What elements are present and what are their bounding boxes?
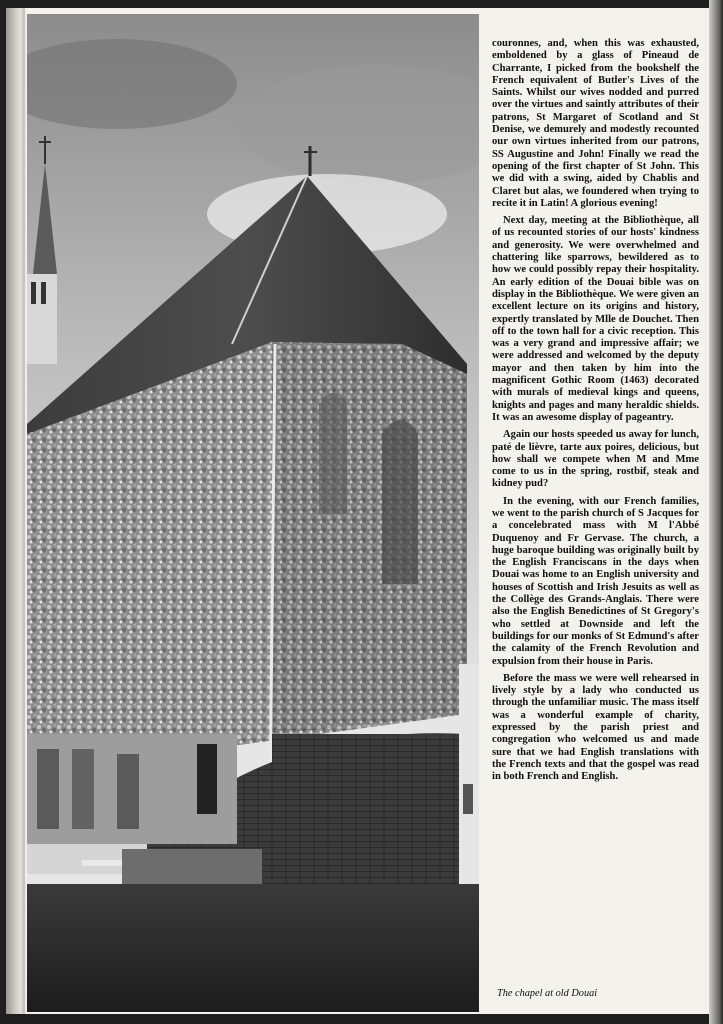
- article-body: [492, 38, 699, 789]
- article-paragraph: couronnes, and, when this was exhausted, emboldened by a glass of Pineaud de Charrante, I picked from the bookshelf the French equivalent of Butler's Lives of the Saints. Whilst our wives nodded and purred over the virtues and saintly attributes of their patrons, St Margaret of Scotland and St Denise, we demurely and modestly recounted our own virtues inherited from our patrons, SS Augustine and John! Finally we read the opening of the first chapter of St John. This we did with a swing, aided by Chablis and Claret but alas, we foundered when trying to recite it in Latin! A glorious evening!: [492, 38, 699, 209]
- page-edge-shadow: [709, 0, 723, 1024]
- photo-caption: The chapel at old Douai: [497, 988, 598, 999]
- article-paragraph: Before the mass we were well rehearsed in lively style by a lady who conducted us through the unfamiliar music. The mass itself was a wonderful example of charity, expressed by the parish priest and congregation who welcomed us and made sure that we had English translations with the French texts and that the gospel was read in both French and English.: [492, 672, 699, 783]
- article-paragraph: Next day, meeting at the Bibliothèque, all of us recounted stories of our hosts' kindness and generosity. We were overwhelmed and chattering like sparrows, bewildered as to how we could possibly repay their hospitality. An early edition of the Douai bible was on display in the Bibliothèque. We were given an excellent lecture on its origins and history, expertly translated by Mlle de Douchet. Then off to the town hall for a civic reception. This was a very grand and impressive affair; we were addressed and welcomed by the deputy mayor and then taken by him into the magnificent Gothic Room (1463) decorated with murals of medieval kings and queens, knights and pages and many heraldic shields. It was an awesome display of pageantry.: [492, 215, 699, 423]
- article-paragraph: In the evening, with our French families, we went to the parish church of S Jacques for a concelebrated mass with M l'Abbé Duquenoy and Fr Gervase. The church, a huge baroque building was originally built by the English Franciscans in the days when Douai was home to an English university and houses of Scottish and Irish Jesuits as well as the Collège des Grands-Anglais. There were also the English Benedictines of St Gregory's who settled at Downside and left the buildings for our monks of St Edmund's after the calamity of the French Revolution and expulsion from their house in Paris.: [492, 495, 699, 667]
- margin-rule: [22, 8, 25, 1014]
- chapel-photo: [27, 14, 479, 1012]
- article-paragraph: Again our hosts speeded us away for lunch, paté de lièvre, tarte aux poires, delicious, but how shall we compete when M and Mme come to us in the spring, rostbif, steak and kidney pud?: [492, 429, 699, 490]
